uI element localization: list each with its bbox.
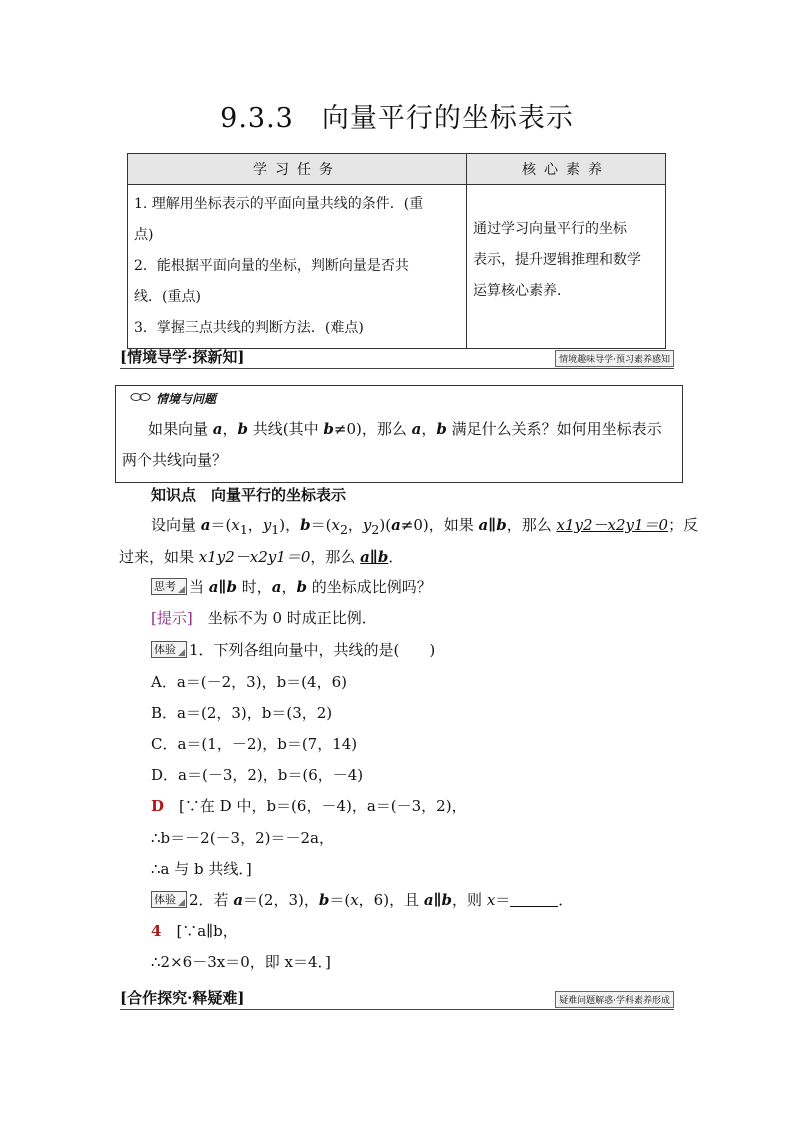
fill-blank-2: a∥b: [360, 548, 389, 566]
exercise-1-answer: D [∵在 D 中，b＝(6，－4)，a＝(－3，2)，: [151, 797, 467, 815]
section-header-context: [120, 346, 674, 369]
section-label: [情境导学·探新知]: [120, 348, 245, 366]
task-line: 1. 理解用坐标表示的平面向量共线的条件．(重: [134, 196, 424, 212]
definition-line-1: 设向量 $a=(x_1$，$y_1$)，$b=(x_2$，$y_2)(a\ne 0)$，如果 a∥b，那么 x1y2－x2y1＝0；反: [151, 516, 699, 537]
solution-line: ∴2×6－3x＝0，即 x＝4．]: [151, 953, 331, 971]
exercise-2-question: 体验 2．若 a＝(2，3)，b＝(x，6)，且 a∥b，则 x＝ ．: [151, 889, 573, 910]
option-b: B．a＝(2，3)，b＝(3，2): [151, 704, 333, 722]
section-tag: 情境趣味导学·预习素养感知: [555, 350, 674, 367]
option-a: A．a＝(－2，3)，b＝(4，6): [151, 673, 347, 691]
context-box: [115, 385, 683, 483]
answer-label: D: [151, 797, 165, 815]
task-line: 2．能根据平面向量的坐标，判断向量是否共: [134, 258, 409, 274]
section-header-explore: [120, 987, 674, 1010]
think-hint: [提示] 坐标不为 0 时成正比例．: [151, 609, 377, 627]
objectives-table: [127, 153, 666, 349]
think-badge: 思考: [151, 578, 187, 595]
answer-blank: [510, 892, 558, 907]
table-header-literacy: 核心素养: [467, 154, 666, 185]
solution-line: ∴b＝－2(－3，2)＝－2a，: [151, 829, 334, 847]
context-text: 如果向量 a，b 共线(其中 b≠0)，那么 a，b 满足什么关系？如何用坐标表示 两个共线向量？: [122, 420, 662, 469]
option-d: D．a＝(－3，2)，b＝(6，－4): [151, 766, 364, 784]
exercise-badge: 体验: [151, 641, 187, 658]
definition-line-2: 过来，如果 x1y2－x2y1＝0，那么 a∥b．: [119, 548, 404, 566]
task-line: 3．掌握三点共线的判断方法．(难点): [134, 320, 364, 336]
exercise-badge: 体验: [151, 891, 187, 908]
task-line: 线．(重点): [134, 289, 201, 305]
literacy-cell: [467, 185, 666, 349]
fill-blank-1: x1y2－x2y1＝0: [556, 516, 669, 534]
exercise-2-answer: 4 [∵a∥b，: [151, 922, 238, 940]
answer-label: 4: [151, 922, 162, 940]
literacy-line: 运算核心素养．: [473, 283, 571, 299]
context-icon: [130, 392, 152, 402]
knowledge-point-title: 知识点 向量平行的坐标表示: [151, 486, 347, 504]
context-title: 情境与问题: [156, 392, 217, 406]
tasks-cell: [128, 185, 467, 349]
section-tag: 疑难问题解惑·学科素养形成: [555, 991, 674, 1008]
table-header-tasks: 学习任务: [128, 154, 467, 185]
literacy-line: 表示，提升逻辑推理和数学: [473, 252, 641, 268]
option-c: C．a＝(1，－2)，b＝(7，14): [151, 735, 358, 753]
task-line: 点): [134, 227, 154, 243]
think-question: 思考 当 a∥b 时，a，b 的坐标成比例吗？: [151, 576, 432, 597]
page-title: 9.3.3 向量平行的坐标表示: [220, 103, 574, 134]
solution-line: ∴a 与 b 共线．]: [151, 860, 252, 878]
exercise-1-question: 体验 1．下列各组向量中，共线的是( ): [151, 639, 435, 660]
literacy-line: 通过学习向量平行的坐标: [473, 221, 627, 237]
section-label: [合作探究·释疑难]: [120, 989, 245, 1007]
